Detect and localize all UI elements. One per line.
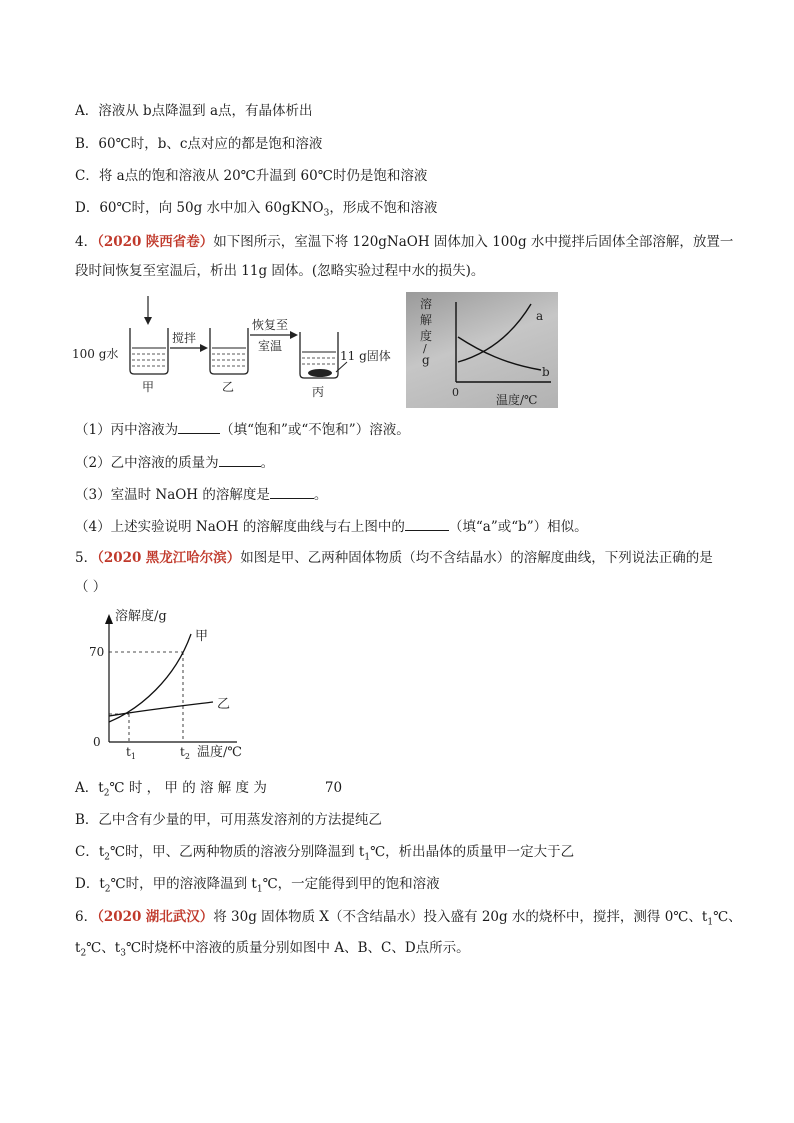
subscript: 2 (80, 948, 87, 959)
source-place: 陕西省卷 (145, 234, 200, 250)
q6-stem-line2 (75, 939, 470, 963)
q4-sub1 (75, 421, 410, 439)
source-place: 黑龙江哈尔滨 (145, 550, 227, 566)
q4-sub2 (75, 454, 274, 472)
option-text: 乙中含有少量的甲，可用蒸发溶剂的方法提纯乙 (98, 812, 382, 828)
option-label: A． (75, 103, 99, 119)
option-text: ℃，析出晶体的质量甲一定大于乙 (370, 844, 575, 860)
question-stem: ℃、t (86, 940, 121, 956)
question-stem: 段时间恢复至室温后，析出 11g 固体。(忽略实验过程中水的损失)。 (75, 263, 485, 279)
q5-stem (75, 549, 713, 567)
option-text: t (98, 780, 104, 796)
beaker-diagram (72, 290, 408, 400)
curve-yi (109, 702, 213, 716)
q5-option-c (75, 843, 574, 867)
subscript: 3 (323, 208, 330, 219)
subq-text: （填“a”或“b”）相似。 (448, 519, 588, 535)
q3-option-b (75, 135, 322, 153)
subscript: 2 (104, 852, 111, 863)
beaker-label-yi: 乙 (222, 380, 235, 394)
chart-series-yi: 乙 (217, 697, 231, 712)
question-number: 5． (75, 550, 98, 566)
option-text: 70 (324, 780, 343, 796)
answer-blank[interactable] (219, 454, 261, 467)
option-text: 60℃时，b、c点对应的都是饱和溶液 (98, 136, 323, 152)
subq-text: （2）乙中溶液的质量为 (75, 455, 219, 471)
option-text: t (98, 844, 105, 860)
q5-option-a (75, 779, 342, 803)
subscript: 3 (120, 948, 126, 959)
q4-sub4 (75, 518, 588, 536)
source-bracket: ） (226, 550, 241, 566)
q4-sub3 (75, 486, 327, 504)
q4-stem-line2 (75, 262, 484, 280)
beaker-yi (210, 328, 248, 374)
curve-a-label: a (536, 309, 544, 323)
step-stir-label: 搅拌 (172, 331, 197, 345)
option-text: ℃ 时 ， 甲 的 溶 解 度 为 (109, 780, 267, 796)
chart-origin: 0 (93, 735, 101, 749)
question-stem: 如图是甲、乙两种固体物质（均不含结晶水）的溶解度曲线，下列说法正确的是 (240, 550, 713, 566)
water-label: 100 g水 (72, 347, 119, 361)
q3-option-c (75, 167, 427, 185)
subscript: 2 (103, 788, 110, 799)
q5-option-b (75, 811, 382, 829)
step-restore-label: 恢复至 (252, 318, 289, 332)
question-stem: ℃时烧杯中溶液的质量分别如图中 A、B、C、D点所示。 (125, 940, 470, 956)
origin-label: 0 (452, 386, 459, 399)
beaker-label-bing: 丙 (312, 385, 325, 399)
chart-ylabel: 溶解度/g (115, 609, 167, 624)
ylabel-char: 溶 (420, 297, 433, 311)
subq-text: （3）室温时 NaOH 的溶解度是 (75, 487, 270, 503)
source-year: 2020 (103, 234, 142, 250)
ylabel-char: / (423, 342, 427, 355)
beaker-bing (300, 332, 338, 378)
q6-stem-line1 (75, 908, 742, 932)
option-label: C． (75, 844, 99, 860)
option-label: C． (75, 168, 99, 184)
source-bracket: （ (97, 909, 104, 925)
option-label: A． (75, 780, 99, 796)
solid-label: 11 g固体 (340, 349, 391, 363)
chart-ytick-70: 70 (89, 645, 105, 659)
source-bracket: ） (199, 234, 214, 250)
q5-option-d (75, 875, 440, 899)
subscript: 1 (256, 884, 263, 895)
ylabel-char: g (422, 353, 430, 367)
q3-option-a (75, 102, 313, 120)
answer-blank[interactable] (405, 518, 449, 531)
source-bracket: （ (97, 550, 104, 566)
option-label: D． (75, 876, 100, 892)
option-text: 溶液从 b点降温到 a点，有晶体析出 (98, 103, 313, 119)
q5-solubility-chart (85, 604, 260, 764)
q5-bracket (75, 578, 106, 596)
source-year: 2020 (103, 909, 142, 925)
curve-jia (109, 634, 191, 722)
subq-text: 。 (313, 487, 328, 503)
answer-bracket: （ ） (75, 579, 107, 595)
question-stem: t (75, 940, 81, 956)
question-number: 4． (75, 234, 98, 250)
subscript: 1 (707, 917, 714, 928)
step-room-temp-label: 室温 (258, 339, 283, 353)
subscript: 1 (364, 852, 371, 863)
chart-xtick-t2: $t_2$ (180, 745, 190, 761)
option-text: ℃时，甲的溶液降温到 t (110, 876, 257, 892)
question-stem: ℃、 (713, 909, 742, 925)
option-label: D． (75, 200, 100, 216)
curve-a (458, 304, 531, 362)
q3-option-d (75, 199, 437, 223)
subq-text: （填“饱和”或“不饱和”）溶液。 (220, 422, 410, 438)
chart-series-jia: 甲 (195, 629, 209, 644)
q4-stem-line1 (75, 233, 733, 251)
option-label: B． (75, 812, 99, 828)
option-text: 将 a点的饱和溶液从 20℃升温到 60℃时仍是饱和溶液 (98, 168, 428, 184)
option-label: B． (75, 136, 99, 152)
option-text: ℃，一定能得到甲的饱和溶液 (262, 876, 440, 892)
curve-b-label: b (542, 365, 550, 379)
question-number: 6． (75, 909, 98, 925)
answer-blank[interactable] (270, 486, 314, 499)
option-text: ，形成不饱和溶液 (329, 200, 438, 216)
source-year: 2020 (103, 550, 142, 566)
xlabel: 温度/℃ (496, 393, 538, 407)
y-axis-arrow (105, 614, 113, 624)
chart-xtick-t1: $t_1$ (126, 745, 136, 761)
question-stem: 如下图所示，室温下将 120gNaOH 固体加入 100g 水中搅拌后固体全部溶解，放置一 (213, 234, 734, 250)
subq-text: （1）丙中溶液为 (75, 422, 179, 438)
beaker-label-jia: 甲 (142, 380, 155, 394)
option-text: ℃时，甲、乙两种物质的溶液分别降温到 t (110, 844, 365, 860)
source-bracket: ） (199, 909, 214, 925)
option-text: t (99, 876, 105, 892)
ylabel-char: 解 (420, 313, 433, 327)
curve-b (458, 337, 541, 370)
source-place: 湖北武汉 (145, 909, 200, 925)
subq-text: 。 (260, 455, 275, 471)
subscript: 2 (104, 884, 111, 895)
subq-text: （4）上述实验说明 NaOH 的溶解度曲线与右上图中的 (75, 519, 405, 535)
question-stem: 将 30g 固体物质 X（不含结晶水）投入盛有 20g 水的烧杯中，搅拌，测得 0℃、t (213, 909, 708, 925)
beaker-jia (130, 328, 168, 374)
option-text: 60℃时，向 50g 水中加入 60gKNO (99, 200, 324, 216)
chart-xlabel: 温度/℃ (197, 745, 242, 760)
answer-blank[interactable] (178, 421, 220, 434)
solubility-graph-ab (406, 292, 558, 408)
source-bracket: （ (97, 234, 104, 250)
ylabel-char: 度 (420, 329, 433, 343)
